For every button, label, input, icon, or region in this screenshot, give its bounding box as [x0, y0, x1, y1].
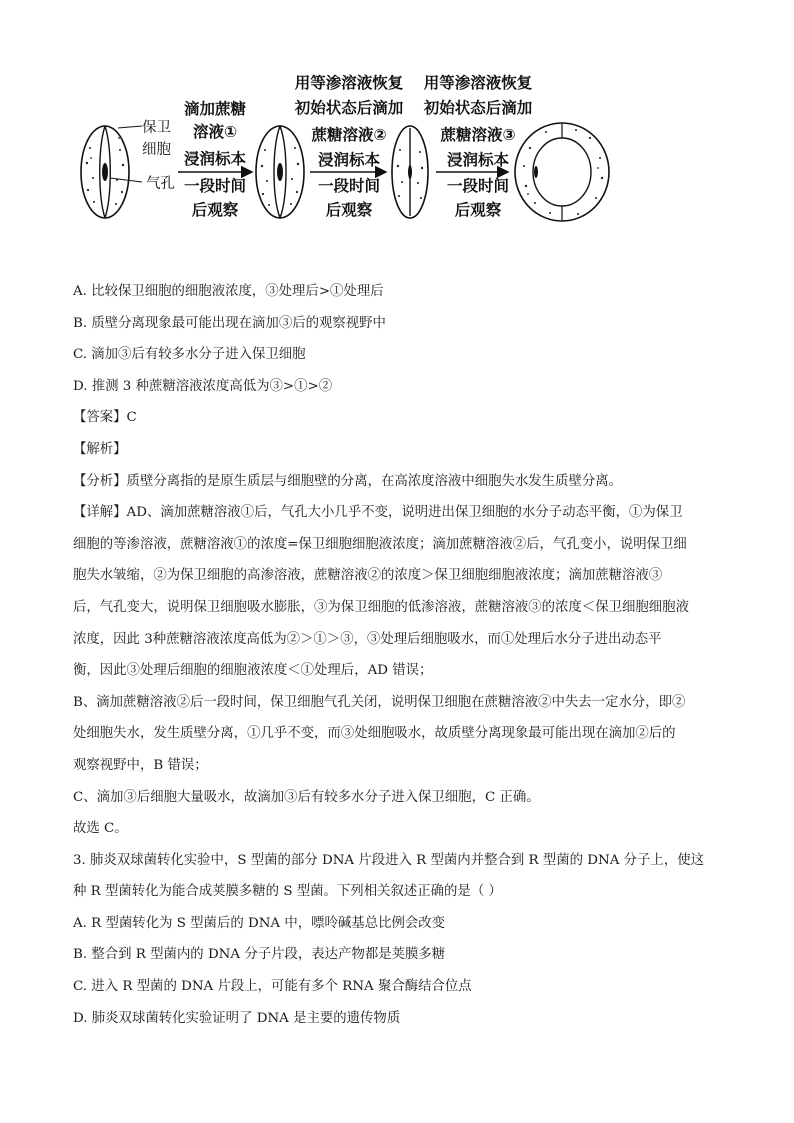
q3-option-a: A. R 型菌转化为 S 型菌后的 DNA 中，嘌呤碱基总比例会改变	[73, 915, 446, 931]
q2-detail-line: 处细胞失水，发生质壁分离，①几乎不变，而③处细胞吸水，故质壁分离现象最可能出现在滴加②后的	[73, 726, 676, 742]
svg-text:滴加蔗糖: 滴加蔗糖	[183, 100, 247, 118]
q2-analysis: 【分析】质壁分离指的是原生质层与细胞壁的分离，在高浓度溶液中细胞失水发生质壁分离。	[73, 473, 623, 489]
q2-option-c: C. 滴加③后有较多水分子进入保卫细胞	[73, 347, 306, 363]
q3-stem-line2: 种 R 型菌转化为能合成荚膜多糖的 S 型菌。下列相关叙述正确的是（ ）	[73, 884, 502, 900]
q2-detail-line: 【详解】AD、滴加蔗糖溶液①后，气孔大小几乎不变，说明进出保卫细胞的水分子动态平衡，①为保卫	[73, 505, 683, 521]
q2-option-a: A. 比较保卫细胞的细胞液浓度，③处理后>①处理后	[73, 284, 384, 299]
svg-text:浸润标本: 浸润标本	[446, 151, 510, 169]
stoma-after-solution-1	[256, 126, 304, 218]
q3-option-b: B. 整合到 R 型菌内的 DNA 分子片段，表达产物都是荚膜多糖	[73, 947, 446, 963]
svg-text:后观察: 后观察	[191, 201, 239, 219]
label-guard-line2: 细胞	[142, 142, 171, 158]
svg-text:浸润标本: 浸润标本	[317, 151, 381, 169]
svg-text:初始状态后滴加: 初始状态后滴加	[294, 99, 404, 117]
q3-stem-line1: 3. 肺炎双球菌转化实验中，S 型菌的部分 DNA 片段进入 R 型菌内并整合到 R 型菌的 DNA 分子上，使这	[73, 852, 704, 868]
step2-annotation	[294, 73, 404, 219]
label-guard-line1: 保卫	[142, 120, 171, 136]
q2-detail-line: 观察视野中，B 错误；	[73, 757, 208, 773]
q2-detail-line: C、滴加③后细胞大量吸水，故滴加③后有较多水分子进入保卫细胞，C 正确。	[73, 789, 540, 805]
question-content	[73, 282, 733, 1040]
q2-answer: 【答案】C	[73, 410, 137, 426]
svg-text:用等渗溶液恢复: 用等渗溶液恢复	[423, 74, 533, 92]
q2-option-b: B. 质壁分离现象最可能出现在滴加③后的观察视野中	[73, 315, 386, 331]
q2-analysis-title: 【解析】	[73, 441, 127, 457]
svg-text:用等渗溶液恢复: 用等渗溶液恢复	[294, 74, 404, 92]
q2-detail-line: 后，气孔变大，说明保卫细胞吸水膨胀，③为保卫细胞的低渗溶液，蔗糖溶液③的浓度＜保卫细胞细胞液	[73, 599, 689, 615]
guard-cell-pointer	[118, 126, 142, 128]
label-stoma: 气孔	[146, 176, 175, 192]
svg-text:一段时间: 一段时间	[446, 177, 510, 195]
q2-option-d: D. 推测 3 种蔗糖溶液浓度高低为③>①>②	[73, 378, 333, 394]
svg-text:溶液①: 溶液①	[192, 123, 238, 141]
stomata-experiment-figure	[60, 68, 750, 238]
step3-annotation	[423, 73, 533, 219]
q2-detail-line: B、滴加蔗糖溶液②后一段时间，保卫细胞气孔关闭，说明保卫细胞在蔗糖溶液②中失去一定水分，即②	[73, 694, 686, 710]
svg-text:一段时间: 一段时间	[317, 177, 381, 195]
svg-text:浸润标本: 浸润标本	[183, 150, 247, 168]
stoma-after-solution-2	[392, 126, 428, 218]
q2-detail-line: 衡，因此③处理后细胞的细胞液浓度＜①处理后，AD 错误；	[73, 663, 433, 679]
svg-text:一段时间: 一段时间	[183, 177, 247, 195]
stoma-after-solution-3	[515, 123, 609, 221]
q2-conclusion: 故选 C。	[73, 821, 128, 837]
q3-option-d: D. 肺炎双球菌转化实验证明了 DNA 是主要的遗传物质	[73, 1010, 401, 1026]
step1-annotation	[178, 99, 252, 219]
q3-option-c: C. 进入 R 型菌的 DNA 片段上，可能有多个 RNA 聚合酶结合位点	[73, 979, 472, 995]
svg-text:蔗糖溶液③: 蔗糖溶液③	[440, 126, 516, 144]
svg-text:后观察: 后观察	[325, 201, 373, 219]
q2-detail-line: 胞失水皱缩，②为保卫细胞的高渗溶液，蔗糖溶液②的浓度＞保卫细胞细胞液浓度；滴加蔗糖溶液③	[73, 568, 663, 584]
svg-text:初始状态后滴加: 初始状态后滴加	[423, 99, 533, 117]
svg-text:后观察: 后观察	[454, 201, 502, 219]
stoma-initial	[81, 126, 129, 218]
q2-detail-line: 细胞的等渗溶液，蔗糖溶液①的浓度=保卫细胞细胞液浓度；滴加蔗糖溶液②后，气孔变小，说明保卫细	[73, 536, 687, 552]
svg-text:蔗糖溶液②: 蔗糖溶液②	[311, 126, 387, 144]
q2-detail-line: 浓度，因此 3种蔗糖溶液浓度高低为②＞①＞③，③处理后细胞吸水，而①处理后水分子进出动态平	[73, 631, 662, 647]
